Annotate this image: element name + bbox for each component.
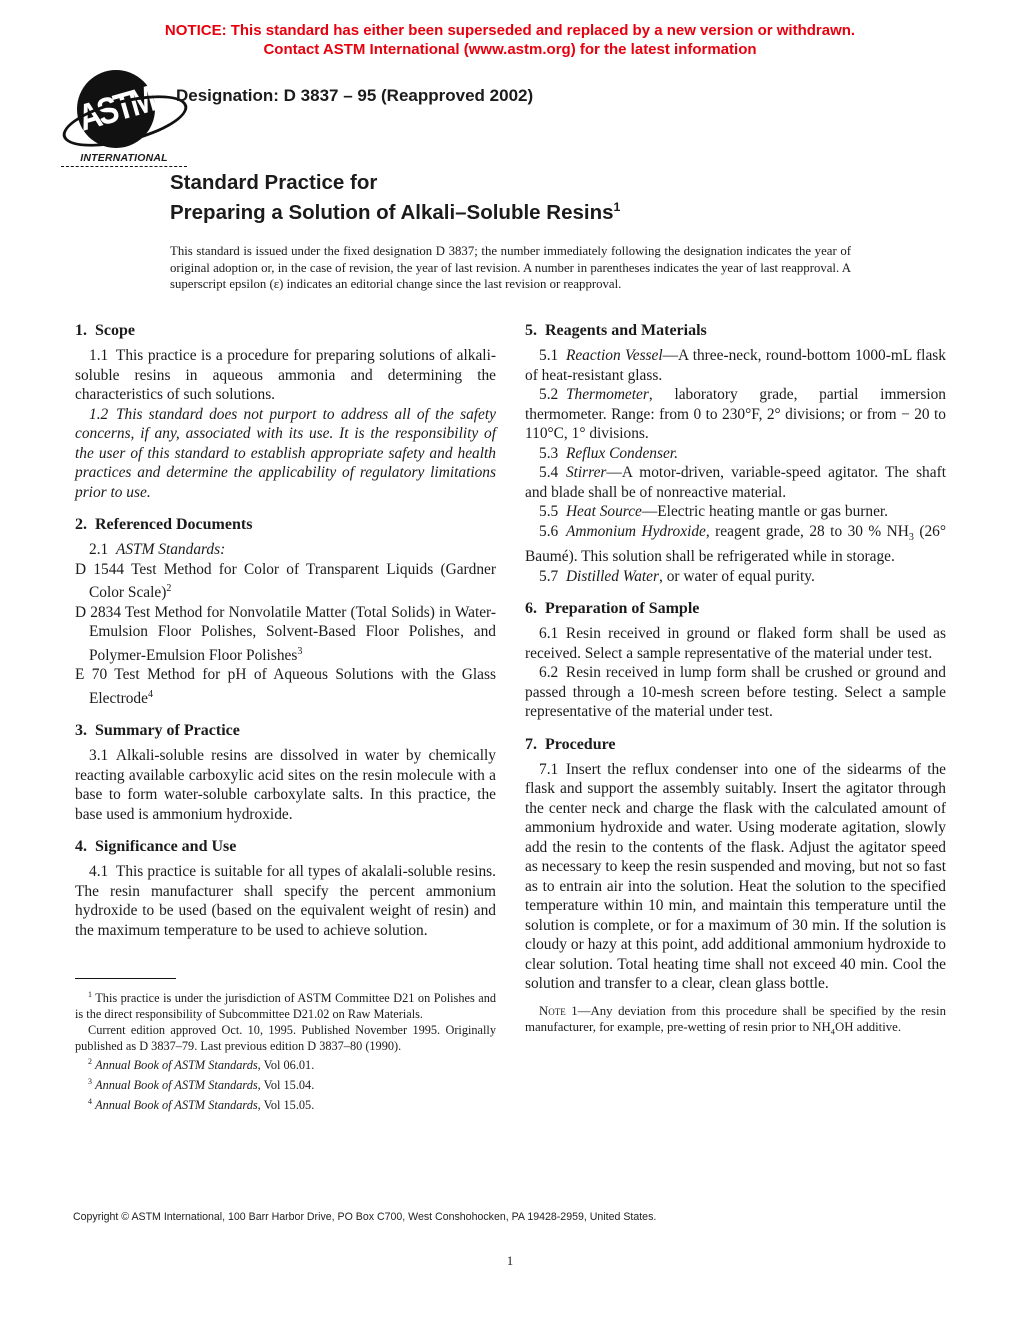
reference-item: D 1544 Test Method for Color of Transparent Liquids (Gardner Color Scale)$^2$ (75, 560, 496, 602)
paragraph: 1.2 This standard does not purport to address all of the safety concerns, if any, associated with its use. It is the responsibility of the user of this standard to establish appropriate safety and health practices and determine the applicability of regulatory limitations prior to use. (75, 405, 496, 501)
section-scope (75, 322, 496, 502)
section-heading: 3. Summary of Practice (75, 722, 240, 740)
footnote-divider (75, 978, 176, 979)
paragraph: 5.6 Ammonium Hydroxide, reagent grade, 28 to 30 % $NH_3$ (26° Baumé). This solution shall be refrigerated while in storage. (525, 522, 946, 566)
paragraph: 5.7 Distilled Water, or water of equal purity. (539, 567, 815, 585)
notice-line-2: Contact ASTM International (www.astm.org) for the latest information (263, 41, 757, 58)
two-column-body (75, 322, 946, 1114)
footnote-2: $^2$ Annual Book of ASTM Standards, Vol 06.01. (88, 1057, 315, 1073)
footnote-3: $^3$ Annual Book of ASTM Standards, Vol 15.04. (88, 1077, 315, 1093)
section-heading: 4. Significance and Use (75, 838, 237, 856)
section-summary-of-practice (75, 708, 496, 824)
astm-logo (61, 70, 187, 167)
astm-logo-acronym: ASTM (73, 77, 159, 140)
paragraph: 5.4 Stirrer—A motor-driven, variable-speed agitator. The shaft and blade shall be of nonreactive material. (525, 464, 946, 501)
preamble-text: This standard is issued under the fixed designation D 3837; the number immediately following the designation indicates the year of original adoption or, in the case of revision, the year of last revision. A number in parentheses indicates the year of last reapproval. A superscript epsilon (ε) indicates an editorial change since the last revision or reapproval. (170, 244, 851, 292)
paragraph: 3.1 Alkali-soluble resins are dissolved in water by chemically reacting available carboxylic acid sites on the resin molecule with a base to form water-soluble carboxylate salts. In this practice, the base used is ammonium hydroxide. (75, 747, 496, 823)
paragraph: 5.5 Heat Source—Electric heating mantle or gas burner. (539, 503, 889, 520)
page-title-line-1: Standard Practice for (170, 171, 378, 194)
astm-logo-subtitle: INTERNATIONAL (61, 152, 187, 167)
footnotes-block (75, 978, 496, 1114)
paragraph: 5.2 Thermometer, laboratory grade, partial immersion thermometer. Range: from 0 to 230°F, 2° divisions; or from − 20 to 110°C, 1° divisions. (525, 386, 946, 442)
page-title-line-2: Preparing a Solution of Alkali–Soluble Resins$^1$ (170, 200, 621, 224)
page-number: 1 (506, 1254, 514, 1268)
note-1: Note 1—Any deviation from this procedure shall be specified by the resin manufacturer, for example, pre-wetting of resin prior to $NH_4OH$ additive. (525, 1003, 946, 1037)
paragraph: 1.1 This practice is a procedure for preparing solutions of alkali-soluble resins in aqueous ammonia and determining the characteristics of such solutions. (75, 347, 496, 403)
footnote-edition: Current edition approved Oct. 10, 1995. Published November 1995. Originally published as D 3837–79. Last previous edition D 3837–80 (1990). (75, 1022, 496, 1053)
section-heading: 5. Reagents and Materials (525, 322, 707, 339)
page-title (170, 170, 810, 225)
reference-item: E 70 Test Method for pH of Aqueous Solutions with the Glass Electrode$^4$ (75, 666, 496, 707)
section-significance-and-use (75, 824, 496, 940)
notice-line-1: NOTICE: This standard has either been superseded and replaced by a new version or withdrawn. (164, 22, 856, 39)
designation-text: Designation: D 3837 – 95 (Reapproved 2002) (176, 86, 534, 105)
paragraph: 2.1 ASTM Standards: (89, 541, 226, 558)
section-heading: 6. Preparation of Sample (525, 600, 700, 618)
reference-item: D 2834 Test Method for Nonvolatile Matter (Total Solids) in Water-Emulsion Floor Polishes, Solvent-Based Floor Polishes, and Polymer-Emulsion Floor Polishes$^3$ (75, 603, 496, 664)
section-reagents-and-materials (525, 322, 946, 586)
superseded-notice (0, 21, 1020, 59)
paragraph: 5.1 Reaction Vessel—A three-neck, round-bottom 1000-mL flask of heat-resistant glass. (525, 347, 946, 384)
footnote-1: $^1$ This practice is under the jurisdiction of ASTM Committee D21 on Polishes and is the direct responsibility of Subcommittee D21.02 on Raw Materials. (75, 990, 496, 1021)
section-referenced-documents (75, 502, 496, 708)
paragraph: 6.1 Resin received in ground or flaked form shall be used as received. Select a sample representative of the material under test. (525, 625, 946, 662)
right-column (525, 322, 946, 1114)
section-heading: 2. Referenced Documents (75, 516, 253, 533)
paragraph: 5.3 Reflux Condenser. (539, 444, 678, 462)
copyright-text: Copyright © ASTM International, 100 Barr Harbor Drive, PO Box C700, West Conshohocken, PA 19428-2959, United States. (73, 1211, 657, 1223)
paragraph: 4.1 This practice is suitable for all types of akalali-soluble resins. The resin manufacturer shall specify the percent ammonium hydroxide to be used (based on the equivalent weight of resin) and the maximum temperature to be used to achieve solution. (75, 863, 496, 939)
section-procedure (525, 722, 946, 1041)
left-column (75, 322, 496, 1114)
paragraph: 6.2 Resin received in lump form shall be crushed or ground and passed through a 10-mesh screen before testing. Select a sample representative of the material under test. (525, 664, 946, 721)
section-heading: 1. Scope (75, 322, 135, 339)
footnote-4: $^4$ Annual Book of ASTM Standards, Vol 15.05. (88, 1097, 315, 1113)
section-heading: 7. Procedure (525, 735, 616, 753)
paragraph: 7.1 Insert the reflux condenser into one of the sidearms of the flask and support the assembly suitably. Insert the agitator through the center neck and charge the flask with the calculated amount of ammonium hydroxide and water. Using moderate agitation, slowly add the resin to the contents of the flask. Adjust the agitator speed as necessary to keep the resin suspended and moving, but not so fast as to entrain air into the solution. Heat the solution to the specified temperature within 10 min, and maintain this temperature until the solution is complete, or for a maximum of 30 min. If the solution is cloudy or hazy at this point, add additional ammonium hydroxide to clear solution. Total heating time shall not exceed 40 min. Cool the solution and transfer to a clear, clean glass bottle. (525, 760, 947, 993)
section-preparation-of-sample (525, 586, 946, 722)
